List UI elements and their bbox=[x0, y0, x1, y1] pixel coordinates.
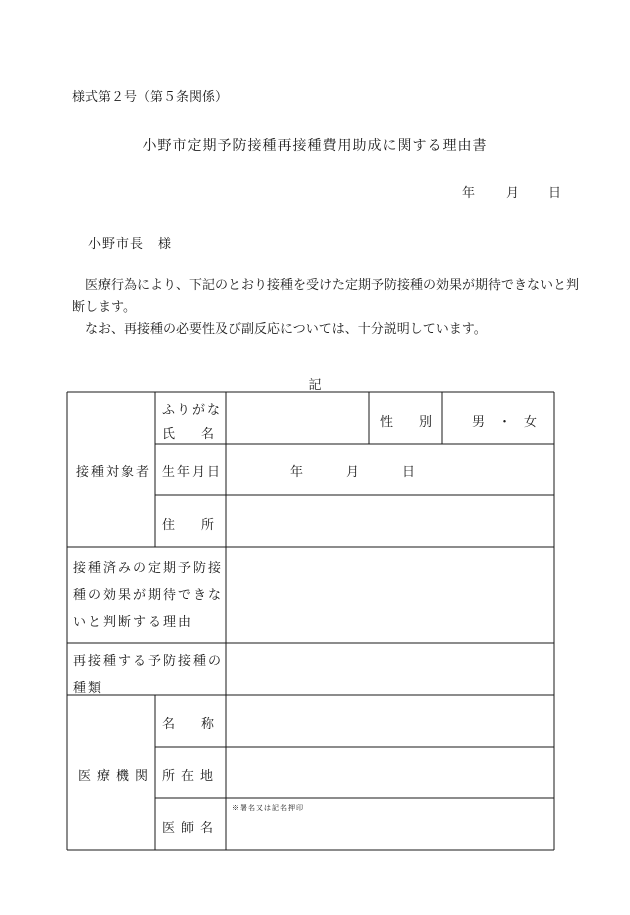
date-day-label: 日 bbox=[548, 186, 562, 201]
form-number: 様式第２号（第５条関係） bbox=[72, 90, 229, 105]
birthdate-day-label: 日 bbox=[402, 465, 416, 480]
body-paragraph-2: なお、再接種の必要性及び副反応については、十分説明しています。 bbox=[72, 322, 487, 337]
address-field[interactable] bbox=[229, 498, 552, 545]
body-paragraph-1: 医療行為により、下記のとおり接種を受けた定期予防接種の効果が期待できないと判断します。 bbox=[72, 278, 580, 315]
birthdate-month-label: 月 bbox=[346, 465, 360, 480]
birthdate-year-label: 年 bbox=[290, 465, 304, 480]
vaccine-type-label: 再接種する予防接種の種類 bbox=[73, 654, 224, 696]
name-label: 氏 名 bbox=[162, 427, 215, 442]
signature-note: ※署名又は記名押印 bbox=[232, 804, 304, 812]
date-month-label: 月 bbox=[506, 186, 520, 201]
subject-section-label: 接種対象者 bbox=[76, 465, 152, 480]
vaccine-type-field[interactable] bbox=[229, 646, 552, 693]
institution-name-label: 名 称 bbox=[162, 717, 215, 732]
reason-field[interactable] bbox=[229, 550, 552, 641]
address-label: 住 所 bbox=[162, 518, 215, 533]
furigana-label: ふりがな bbox=[162, 403, 223, 418]
birthdate-label: 生年月日 bbox=[162, 465, 223, 480]
institution-location-label: 所在地 bbox=[162, 769, 220, 784]
doctor-name-field[interactable] bbox=[229, 812, 552, 848]
institution-name-field[interactable] bbox=[229, 698, 552, 745]
doctor-name-label: 医師名 bbox=[162, 821, 220, 836]
sex-label: 性 別 bbox=[380, 415, 433, 430]
reason-label: 接種済みの定期予防接種の効果が期待できないと判断する理由 bbox=[73, 561, 224, 630]
body-text bbox=[72, 275, 582, 341]
document-title: 小野市定期予防接種再接種費用助成に関する理由書 bbox=[142, 138, 488, 154]
sex-options[interactable]: 男 ・ 女 bbox=[472, 415, 538, 430]
institution-location-field[interactable] bbox=[229, 750, 552, 796]
addressee: 小野市長 様 bbox=[88, 237, 173, 252]
name-field[interactable] bbox=[229, 395, 367, 442]
ki-marker: 記 bbox=[308, 378, 322, 393]
date-year-label: 年 bbox=[462, 186, 476, 201]
institution-section-label: 医療機関 bbox=[78, 769, 155, 784]
